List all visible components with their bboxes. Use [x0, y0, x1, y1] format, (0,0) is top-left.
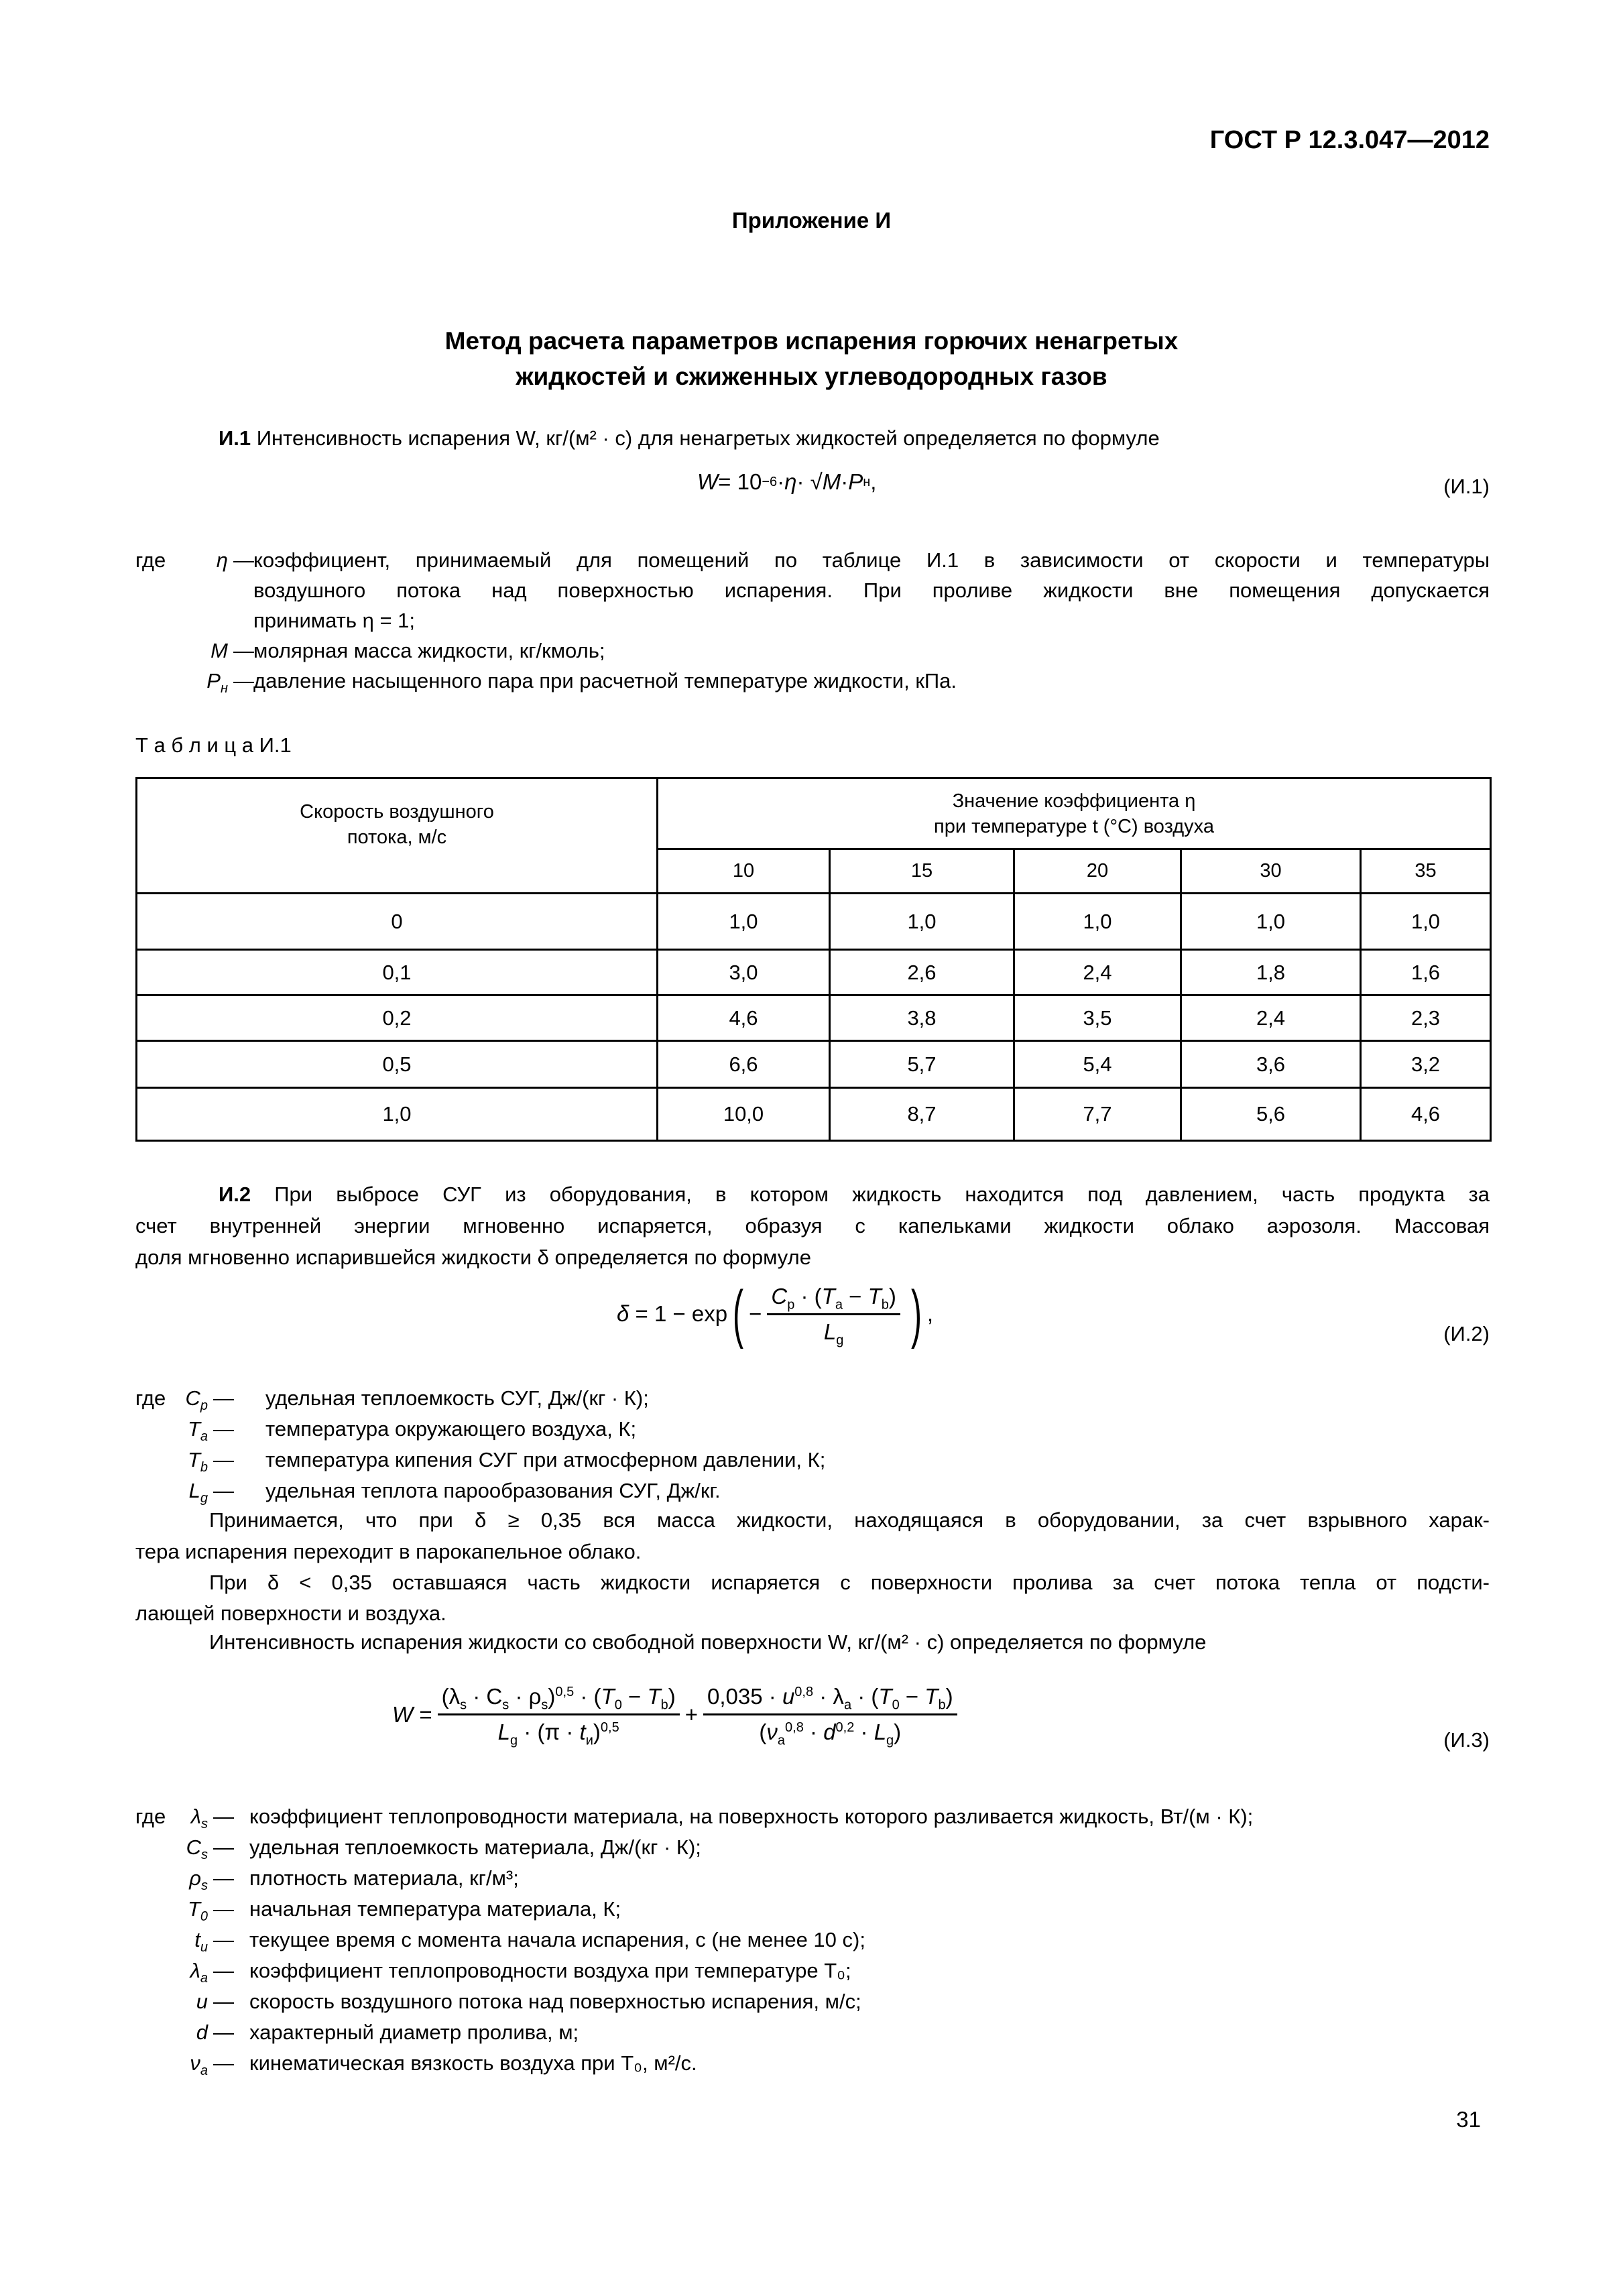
cell-coefficient: 7,7 [1014, 1088, 1181, 1141]
formula-term: 0,8 [794, 1685, 814, 1699]
dash: — [213, 2051, 234, 2075]
formula-term: T [821, 1283, 835, 1309]
cell-coefficient: 8,7 [830, 1088, 1014, 1141]
formula-term: ) [548, 1684, 556, 1709]
formula-term: 0,5 [600, 1720, 619, 1735]
formula-term: P [848, 469, 863, 494]
formula-term: T [647, 1684, 661, 1709]
s2-para4: Интенсивность испарения жидкости со свободной поверхности W, кг/(м² · с) определяется по формуле [209, 1630, 1207, 1654]
formula-term: b [938, 1697, 946, 1713]
formula-term: T [867, 1283, 882, 1309]
definition-symbol: $\rho_s$ [189, 1866, 208, 1894]
definition-symbol: $C_p$ [185, 1386, 208, 1414]
definition-line [0, 639, 1490, 663]
table-row [137, 1088, 1491, 1141]
title-line-2: жидкостей и сжиженных углеводородных газов [516, 363, 1107, 390]
s1-intro-text: Интенсивность испарения W, кг/(м² · с) для ненагретых жидкостей определяется по формуле [251, 426, 1160, 450]
definition-text: коэффициент теплопроводности воздуха при температуре T₀; [249, 1959, 851, 1982]
formula-term: η [784, 469, 797, 494]
definition-text: принимать η = 1; [253, 609, 416, 632]
formula-term: ) [593, 1719, 601, 1744]
definition-text: температура окружающего воздуха, К; [265, 1417, 637, 1441]
definition-line [0, 1448, 1490, 1475]
formula-term: u [782, 1684, 795, 1709]
formula-term: = [413, 1701, 432, 1727]
dash: — [213, 1866, 234, 1890]
formula-term: s [460, 1697, 467, 1713]
cell-coefficient: 4,6 [1361, 1088, 1491, 1141]
formula-term: = 1 − exp [629, 1301, 728, 1326]
cell-coefficient: 5,7 [830, 1041, 1014, 1088]
dash: — [213, 1990, 234, 2013]
formula-term: ( [759, 1719, 767, 1744]
formula-term: s [502, 1697, 509, 1713]
cell-coefficient: 2,3 [1361, 995, 1491, 1041]
definition-line [0, 1479, 1490, 1506]
formula-term: T [924, 1684, 939, 1709]
formula-term: T [601, 1684, 615, 1709]
s2-para3-line1: При δ < 0,35 оставшаяся часть жидкости испаряется с поверхности пролива за счет потока тепла от подсти- [209, 1571, 1490, 1594]
definition-symbol: $\lambda_s$ [190, 1805, 208, 1832]
definition-line [0, 2051, 1490, 2079]
formula-term: ν [766, 1719, 778, 1744]
definition-text: давление насыщенного пара при расчетной температуре жидкости, кПа. [253, 669, 957, 692]
definition-line [0, 1866, 1490, 1894]
formula-term: ) [668, 1684, 676, 1709]
dash: — [213, 1479, 234, 1502]
formula-term: · √ [796, 469, 823, 494]
cell-coefficient: 2,4 [1014, 950, 1181, 995]
definition-line [0, 579, 1490, 603]
dash: — [233, 639, 254, 662]
formula-term: · [854, 1719, 874, 1744]
definition-text: удельная теплоемкость материала, Дж/(кг · К); [249, 1835, 701, 1859]
definition-line [0, 1386, 1490, 1414]
definition-symbol: η [216, 548, 228, 572]
definition-line [0, 548, 1490, 572]
s1-number: И.1 [219, 426, 251, 450]
definition-line [0, 1928, 1490, 1955]
definition-text: кинематическая вязкость воздуха при T₀, м²/с. [249, 2051, 697, 2075]
dash: — [213, 1835, 234, 1859]
dash: — [213, 1417, 234, 1441]
formula-term: a [843, 1697, 852, 1713]
dash: — [213, 1959, 234, 1982]
table-row [137, 894, 1491, 950]
cell-coefficient: 2,4 [1181, 995, 1361, 1041]
formula-term: M [822, 469, 841, 494]
s1-intro [219, 426, 1573, 450]
formula-term: d [823, 1719, 836, 1744]
cell-coefficient: 3,2 [1361, 1041, 1491, 1088]
definition-text: плотность материала, кг/м³; [249, 1866, 519, 1890]
formula-term: и [585, 1733, 593, 1748]
formula-term: , [870, 469, 877, 494]
dash: — [213, 1448, 234, 1471]
formula-i3-number: (И.3) [1443, 1728, 1490, 1752]
document-id: ГОСТ Р 12.3.047—2012 [1209, 126, 1490, 154]
definition-text: молярная масса жидкости, кг/кмоль; [253, 639, 605, 662]
formula-i2-number: (И.2) [1443, 1322, 1490, 1345]
definition-text: коэффициент, принимаемый для помещений по таблице И.1 в зависимости от скорости и температуры [253, 548, 1490, 572]
cell-coefficient: 3,5 [1014, 995, 1181, 1041]
table-row [137, 995, 1491, 1041]
formula-term: C [771, 1283, 788, 1309]
formula-term: (λ [441, 1684, 461, 1709]
definition-symbol: d [196, 2020, 208, 2044]
definition-line [0, 1835, 1490, 1863]
dash: — [213, 2020, 234, 2044]
cell-coefficient: 10,0 [658, 1088, 830, 1141]
formula-term: W [697, 469, 719, 494]
cell-speed: 0,5 [137, 1041, 658, 1088]
cell-coefficient: 1,0 [1181, 894, 1361, 950]
formula-term: 0,035 · [707, 1684, 782, 1709]
definition-line [0, 609, 1490, 633]
dash: — [213, 1928, 234, 1951]
cell-coefficient: 1,8 [1181, 950, 1361, 995]
cell-coefficient: 4,6 [658, 995, 830, 1041]
s2-para2-line1: Принимается, что при δ ≥ 0,35 вся масса жидкости, находящаяся в оборудовании, за счет взрывного харак- [209, 1508, 1490, 1532]
header-temperature: 10 [658, 849, 830, 894]
formula-term: b [881, 1297, 889, 1313]
formula-term: L [497, 1719, 510, 1744]
appendix-label: Приложение И [731, 208, 892, 233]
definition-symbol: $L_g$ [188, 1479, 208, 1506]
formula-i2: δ = 1 − exp ( − $\frac{C_p \cdot (T_a - T_b)}{L_g}$ ) , [617, 1278, 934, 1349]
cell-speed: 0 [137, 894, 658, 950]
definition-line [0, 1990, 1490, 2014]
definition-line [0, 1959, 1490, 1986]
formula-term: 0 [614, 1697, 622, 1713]
page-number: 31 [1456, 2107, 1481, 2132]
formula-term: · [841, 469, 849, 494]
s2-para1-line3: доля мгновенно испарившейся жидкости δ определяется по формуле [135, 1246, 811, 1269]
formula-term: a [777, 1733, 786, 1748]
formula-term: · [777, 469, 785, 494]
formula-term: 0,2 [835, 1720, 855, 1735]
cell-coefficient: 1,0 [658, 894, 830, 950]
header-temperature: 35 [1361, 849, 1491, 894]
formula-term: ) [888, 1283, 896, 1309]
s2-para3-line2: лающей поверхности и воздуха. [135, 1602, 446, 1625]
definition-line [0, 1417, 1490, 1445]
formula-term: g [510, 1733, 518, 1748]
formula-term: s [541, 1697, 548, 1713]
header-speed: Скорость воздушного потока, м/с [137, 778, 658, 894]
formula-term: · [803, 1719, 824, 1744]
s2-para2-line2: тера испарения переходит в парокапельное облако. [135, 1540, 642, 1563]
definition-text: температура кипения СУГ при атмосферном давлении, К; [265, 1448, 826, 1471]
definition-line [0, 2020, 1490, 2045]
s2-para1-line2: счет внутренней энергии мгновенно испаряется, образуя с капельками жидкости облако аэрозоля. Массовая [135, 1214, 1490, 1237]
definition-symbol: $T_0$ [187, 1897, 208, 1925]
dash: — [213, 1386, 234, 1410]
formula-term: a [835, 1297, 843, 1313]
formula-term: 0 [892, 1697, 900, 1713]
cell-coefficient: 1,0 [1361, 894, 1491, 950]
cell-coefficient: 3,0 [658, 950, 830, 995]
definition-symbol: u [196, 1990, 208, 2013]
formula-term: L [874, 1719, 887, 1744]
dash: — [233, 669, 254, 692]
table-row [137, 1041, 1491, 1088]
table-caption: Т а б л и ц а И.1 [135, 733, 292, 757]
definition-symbol: $T_a$ [187, 1417, 208, 1445]
cell-coefficient: 6,6 [658, 1041, 830, 1088]
formula-term: ) [894, 1719, 902, 1744]
definition-text: удельная теплота парообразования СУГ, Дж/кг. [265, 1479, 721, 1502]
definition-symbol: $C_s$ [186, 1835, 208, 1863]
formula-term: L [823, 1319, 837, 1344]
formula-i3: W = $\frac{(\lambda_s \cdot C_s \cdot \rho_s)^{0,5} \cdot (T_0 - T_b)}{L_g \cdot (\pi \cdot t_и)^{0,5}}$ + $\frac{0,035 \cdot u^{0,8} \cdot \lambda_a \cdot (T_0 - T_b)}{(\nu_a^{0,8} \cdot d^{0,2} \cdot L_g)}$ [392, 1684, 963, 1745]
formula-term: ) [945, 1684, 953, 1709]
cell-coefficient: 5,4 [1014, 1041, 1181, 1088]
definition-line [0, 1897, 1490, 1925]
title-line-1: Метод расчета параметров испарения горючих ненагретых [444, 327, 1179, 355]
formula-term: δ [617, 1301, 629, 1326]
formula-term: b [660, 1697, 668, 1713]
cell-coefficient: 1,6 [1361, 950, 1491, 995]
formula-term: − [899, 1684, 925, 1709]
formula-term: · C [467, 1684, 503, 1709]
definition-symbol: $\nu_a$ [190, 2051, 208, 2079]
definition-text: воздушного потока над поверхностью испарения. При проливе жидкости вне помещения допускается [253, 579, 1490, 602]
where-label: где [135, 548, 166, 572]
formula-term: · ( [794, 1283, 822, 1309]
formula-term: t [579, 1719, 586, 1744]
cell-coefficient: 1,0 [1014, 894, 1181, 950]
formula-term: · ρ [509, 1684, 542, 1709]
dash: — [213, 1805, 234, 1828]
cell-coefficient: 2,6 [830, 950, 1014, 995]
formula-term: g [886, 1733, 894, 1748]
cell-speed: 1,0 [137, 1088, 658, 1141]
formula-term: T [878, 1684, 892, 1709]
definition-text: характерный диаметр пролива, м; [249, 2020, 579, 2044]
cell-coefficient: 5,6 [1181, 1088, 1361, 1141]
where-label: где [135, 1386, 166, 1410]
formula-term: p [787, 1297, 795, 1313]
header-coefficient: Значение коэффициента η при температуре t (°C) воздуха [658, 778, 1491, 849]
cell-speed: 0,2 [137, 995, 658, 1041]
formula-term: · (π · [518, 1719, 580, 1744]
cell-coefficient: 3,8 [830, 995, 1014, 1041]
dash: — [233, 548, 254, 572]
definition-text: удельная теплоемкость СУГ, Дж/(кг · К); [265, 1386, 649, 1410]
definition-symbol: $P_н$ [206, 669, 228, 697]
dash: — [213, 1897, 234, 1921]
coefficient-table [135, 777, 1492, 1142]
formula-term: g [836, 1333, 844, 1348]
formula-term: W [392, 1701, 414, 1727]
formula-term: 0,8 [785, 1720, 804, 1735]
s2-para1-line1: И.2 При выбросе СУГ из оборудования, в котором жидкость находится под давлением, часть продукта за [219, 1183, 1490, 1206]
formula-term: 0,5 [555, 1685, 575, 1699]
formula-i1: W = 10 −6 · η · √ M · P н , [697, 469, 877, 494]
table-row [137, 950, 1491, 995]
where-label: где [135, 1805, 166, 1828]
definition-symbol: $\lambda_a$ [190, 1959, 208, 1986]
formula-term: − [621, 1684, 648, 1709]
definition-text: скорость воздушного потока над поверхностью испарения, м/с; [249, 1990, 861, 2013]
formula-term: − [842, 1283, 868, 1309]
cell-speed: 0,1 [137, 950, 658, 995]
definition-text: текущее время с момента начала испарения, с (не менее 10 с); [249, 1928, 865, 1951]
formula-term: · ( [574, 1684, 601, 1709]
definition-symbol: $t_и$ [194, 1928, 208, 1955]
formula-term: · λ [813, 1684, 844, 1709]
definition-text: начальная температура материала, К; [249, 1897, 621, 1921]
definition-symbol: M [211, 639, 228, 662]
definition-line [0, 1805, 1490, 1832]
definition-text: коэффициент теплопроводности материала, на поверхность которого разливается жидкость, Вт/(м · К); [249, 1805, 1254, 1828]
formula-term: = 10 [718, 469, 762, 494]
header-temperature: 15 [830, 849, 1014, 894]
formula-i1-number: (И.1) [1443, 475, 1490, 498]
header-temperature: 20 [1014, 849, 1181, 894]
definition-line [0, 669, 1490, 697]
cell-coefficient: 3,6 [1181, 1041, 1361, 1088]
formula-term: · ( [851, 1684, 879, 1709]
definition-symbol: $T_b$ [187, 1448, 208, 1475]
cell-coefficient: 1,0 [830, 894, 1014, 950]
header-temperature: 30 [1181, 849, 1361, 894]
